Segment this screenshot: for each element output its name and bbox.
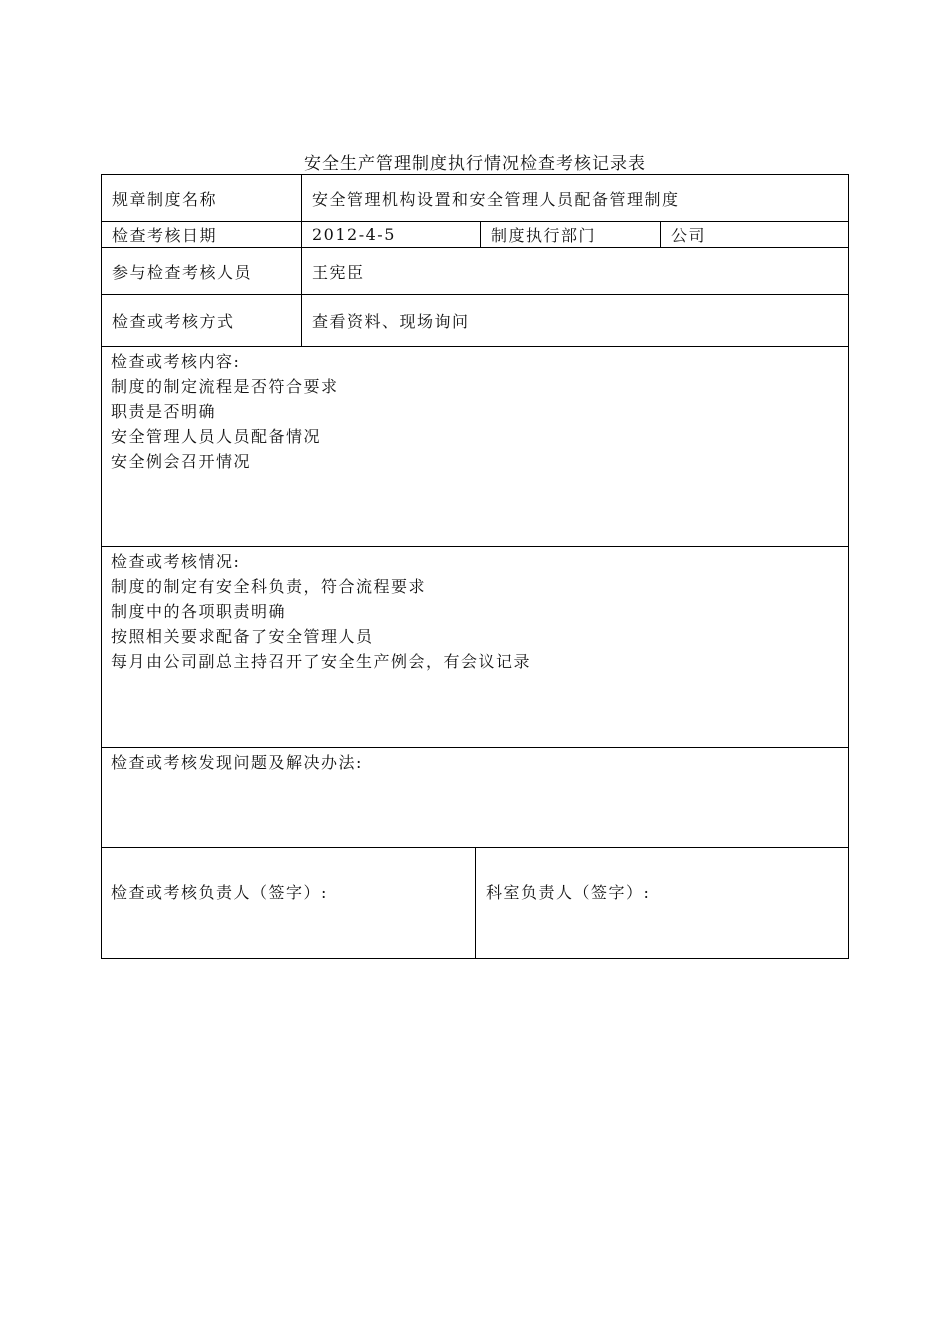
check-content-heading: 检查或考核内容:	[111, 352, 241, 371]
regulation-name-label: 规章制度名称	[112, 189, 218, 209]
method-value: 查看资料、现场询问	[312, 312, 470, 331]
regulation-name-value: 安全管理机构设置和安全管理人员配备管理制度	[312, 189, 680, 209]
inspection-record-table	[101, 174, 849, 959]
participants-label: 参与检查考核人员	[112, 262, 253, 282]
check-situation-heading: 检查或考核情况:	[111, 552, 241, 571]
check-date-value: 2012-4-5	[312, 225, 396, 244]
department-value: 公司	[671, 226, 707, 245]
check-content-item: 职责是否明确	[111, 402, 217, 421]
page-title: 安全生产管理制度执行情况检查考核记录表	[304, 154, 646, 174]
check-situation-section	[102, 547, 848, 747]
check-date-label: 检查考核日期	[112, 226, 218, 245]
check-situation-item: 制度的制定有安全科负责，符合流程要求	[111, 577, 427, 596]
method-label: 检查或考核方式	[112, 312, 235, 331]
problems-section	[102, 748, 848, 847]
check-situation-item: 每月由公司副总主持召开了安全生产例会，有会议记录	[111, 652, 532, 671]
check-situation-item: 按照相关要求配备了安全管理人员	[111, 627, 374, 646]
section-head-signature-label: 科室负责人（签字）:	[486, 883, 651, 902]
check-content-item: 制度的制定流程是否符合要求	[111, 377, 339, 396]
participants-value: 王宪臣	[312, 262, 365, 282]
check-content-item: 安全例会召开情况	[111, 452, 252, 471]
check-content-item: 安全管理人员人员配备情况	[111, 427, 322, 446]
check-content-section	[102, 347, 848, 546]
inspector-signature-label: 检查或考核负责人（签字）:	[111, 883, 328, 902]
problems-heading: 检查或考核发现问题及解决办法:	[111, 753, 363, 772]
department-label: 制度执行部门	[491, 226, 597, 245]
check-situation-item: 制度中的各项职责明确	[111, 602, 287, 621]
column-divider	[475, 847, 476, 958]
